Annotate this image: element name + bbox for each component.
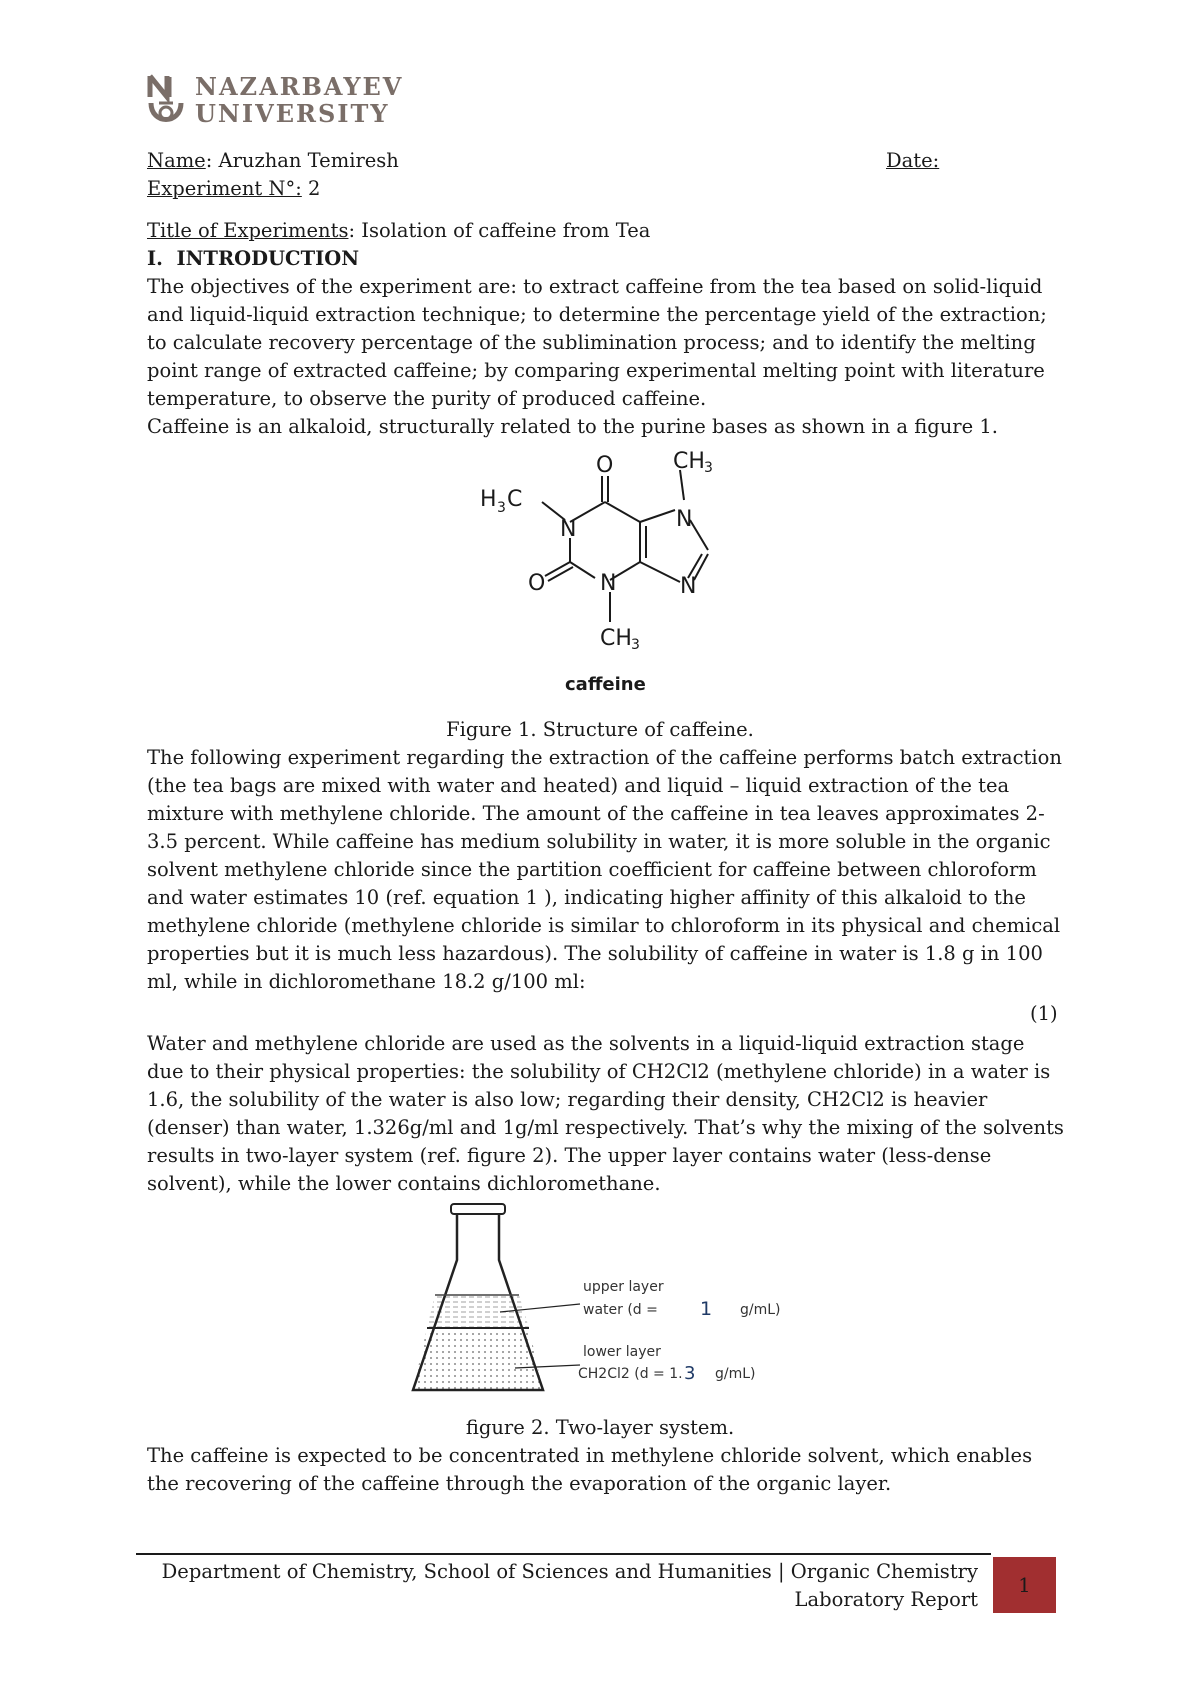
lower-layer-value: 3 [684,1363,696,1384]
footer-rule [136,1553,991,1555]
figure-2-caption: figure 2. Two-layer system. [465,1416,735,1439]
extraction-block [147,744,1065,996]
page-number-box [993,1557,1056,1613]
lower-layer-detail: CH2Cl2 (d = 1. [578,1366,683,1382]
title-label: Title of Experiments [147,219,349,242]
extraction-paragraph: The following experiment regarding the extraction of the caffeine performs batch extraction (the tea bags are mixed with water and heated) and liquid – liquid extraction of the tea mixture with methylene chloride. The amount of the caffeine in tea leaves approximates 2-3.5 percent. While caffeine has medium solubility in water, it is more soluble in the organic solvent methylene chloride since the partition coefficient for caffeine between chloroform and water estimates 10 (ref. equation 1 ), indicating higher affinity of this alkaloid to the methylene chloride (methylene chloride is similar to chloroform in its physical and chemical properties but it is much less hazardous). The solubility of caffeine in water is 1.8 g in 100 ml, while in dichloromethane 18.2 g/100 ml: [147,746,1062,993]
name-label: Name [147,149,206,172]
atom-n3: N [600,571,617,596]
figure-1-caption: Figure 1. Structure of caffeine. [446,718,754,741]
objectives-paragraph: The objectives of the experiment are: to extract caffeine from the tea based on solid-liquid and liquid-liquid extraction technique; to determine the percentage yield of the extraction; to calculate recovery percentage of the sublimination process; and to identify the melting point range of extracted caffeine; by comparing experimental melting point with literature temperature, to observe the purity of produced caffeine. [147,275,1047,410]
logo-wordmark [195,73,403,127]
atom-o-top: O [596,453,614,478]
experiment-line [147,175,947,203]
atom-ch3-bottom: CH [600,626,632,651]
caffeine-label: caffeine [565,674,646,695]
atom-h3c-c: C [507,487,523,512]
footer-text [160,1558,978,1614]
lower-layer-unit: g/mL) [715,1366,756,1382]
intro-block [147,273,1065,441]
experiment-value: 2 [301,177,321,200]
atom-n7: N [676,507,693,532]
name-value: : Aruzhan Temiresh [205,149,399,172]
experiment-label: Experiment N°: [147,177,302,200]
atom-o-left: O [528,571,546,596]
atom-h3c-sub: 3 [497,500,506,516]
lower-layer-ch2cl2 [413,1328,543,1390]
name-line [147,147,947,175]
atom-n1: N [560,517,577,542]
conclusion-paragraph: The caffeine is expected to be concentrated in methylene chloride solvent, which enables the recovering of the caffeine through the evaporation of the organic layer. [147,1444,1033,1495]
page-number: 1 [1018,1573,1031,1597]
atom-h3c-h: H [480,487,497,512]
upper-layer-detail: water (d = [583,1302,658,1318]
atom-ch3-top: CH [673,449,705,474]
atom-ch3-bottom-sub: 3 [631,637,640,653]
upper-layer-unit: g/mL) [740,1302,781,1318]
solvents-paragraph: Water and methylene chloride are used as the solvents in a liquid-liquid extraction stage due to their physical properties: the solubility of CH2Cl2 (methylene chloride) in a water is 1.6, the solubility of the water is also low; regarding their density, CH2Cl2 is heavier (denser) than water, 1.326g/ml and 1g/ml respectively. That’s why the mixing of the solvents results in two-layer system (ref. figure 2). The upper layer contains water (less-dense solvent), while the lower contains dichloromethane. [147,1032,1064,1195]
two-layer-flask-figure [405,1200,805,1410]
footer-line-2: Laboratory Report [794,1588,978,1611]
date-label: Date: [886,149,940,172]
alkaloid-paragraph: Caffeine is an alkaloid, structurally related to the purine bases as shown in a figure 1. [147,415,998,438]
atom-ch3-top-sub: 3 [704,460,713,476]
conclusion-block [147,1442,1065,1498]
logo-line-1: NAZARBAYEV [195,72,404,101]
atom-n9: N [680,574,697,599]
title-line [147,217,947,245]
solvents-block [147,1030,1065,1198]
upper-layer-label: upper layer [583,1279,664,1295]
caffeine-structure-figure [470,440,740,708]
title-value: : Isolation of caffeine from Tea [348,219,651,242]
equation-number: (1) [1030,1002,1058,1025]
logo-line-2: UNIVERSITY [195,99,390,128]
lower-layer-label: lower layer [583,1344,661,1360]
nu-emblem-icon [147,73,185,127]
upper-layer-value: 1 [700,1298,713,1320]
section-heading: I. INTRODUCTION [147,247,360,270]
footer-line-1: Department of Chemistry, School of Sciences and Humanities | Organic Chemistry [161,1560,978,1583]
flask-lip [451,1204,505,1214]
university-logo [147,72,403,128]
